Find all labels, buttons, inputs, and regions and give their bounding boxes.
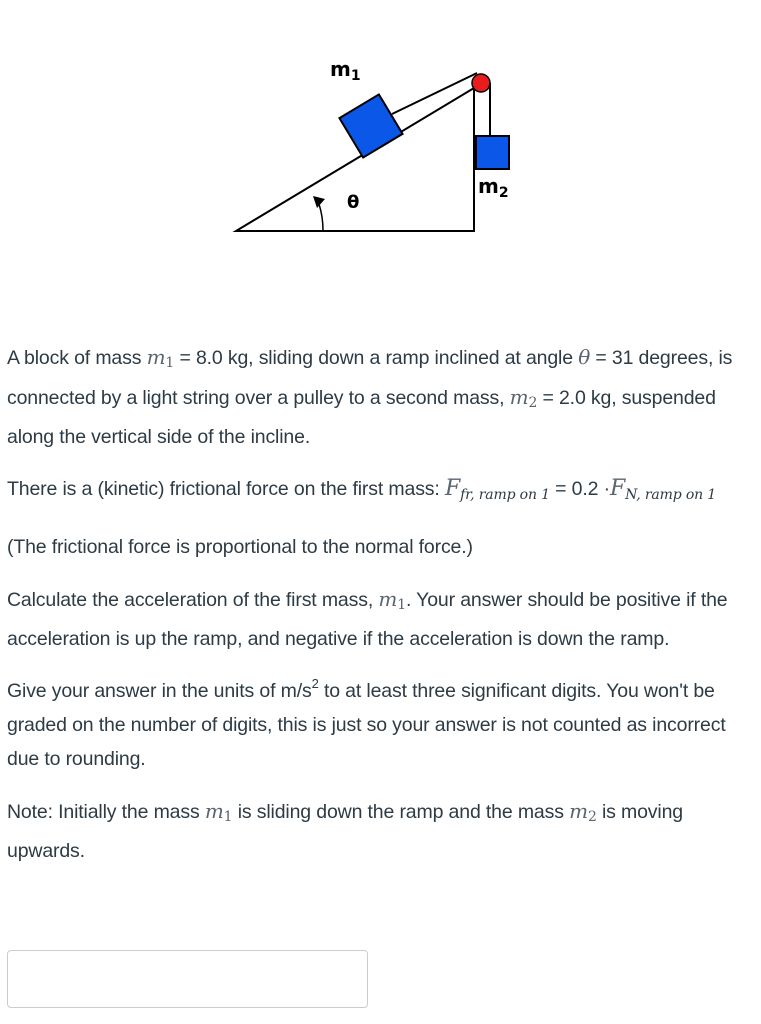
label-m1: $m_1$ xyxy=(330,57,361,84)
incline-pulley-diagram xyxy=(0,0,761,320)
label-theta: θ xyxy=(347,192,360,213)
math-m2: $m_2$ xyxy=(509,385,538,411)
math-f-normal: F xyxy=(609,476,626,501)
math-m1: $m_1$ xyxy=(146,345,175,371)
paragraph-question: Calculate the acceleration of the first mass, $m_1$. Your answer should be positive if the acceleration is up the ramp, and negative if the acceleration is down the ramp. xyxy=(7,587,728,650)
pulley xyxy=(472,74,490,92)
block-m2 xyxy=(476,136,509,169)
paragraph-note: Note: Initially the mass $m_1$ is sliding down the ramp and the mass $m_2$ is moving upwards. xyxy=(7,799,683,862)
problem-text xyxy=(7,340,747,886)
math-m1: $m_1$ xyxy=(204,799,233,825)
math-theta: θ xyxy=(578,345,591,369)
math-m2: $m_2$ xyxy=(569,799,597,825)
paragraph-units: Give your answer in the units of $m/s^2$ to at least three significant digits. You won't be graded on the number of digits, this is just so your answer is not counted as incorrect due to rounding. xyxy=(7,676,726,770)
paragraph-friction: There is a (kinetic) frictional force on the first mass: $F_{fr, ramp on 1} = 0.2 \cdot F_{N, ramp on 1}$ xyxy=(7,476,717,503)
label-m2: $m_2$ xyxy=(478,174,509,201)
math-m1: $m_1$ xyxy=(378,587,406,613)
paragraph-setup: A block of mass $m_1 = 8.0$ kg, sliding down a ramp inclined at angle θ = 31 degrees, is connected by a light string over a pulley to a second mass, $m_2 = 2.0$ kg, suspended along the vertical side of the incline. xyxy=(7,345,733,448)
answer-input[interactable] xyxy=(7,950,368,1008)
math-f-friction: F xyxy=(444,476,461,501)
paragraph-proportional: (The frictional force is proportional to the normal force.) xyxy=(7,536,473,558)
